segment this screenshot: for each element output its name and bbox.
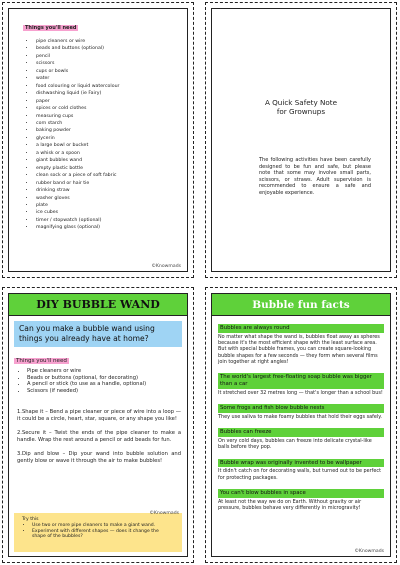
wand-step: 1.Shape it – Bend a pipe cleaner or piece of wire into a loop — it could be a circle, heart, star, square, or any shape you like! bbox=[17, 408, 181, 422]
checklist-item: • baking powder bbox=[35, 127, 187, 134]
checklist-item: • glycerin bbox=[35, 135, 187, 142]
try-this-box bbox=[14, 513, 182, 552]
checklist-item: • timer / stopwatch (optional) bbox=[35, 217, 187, 224]
fun-facts-card bbox=[205, 287, 397, 563]
fact-block bbox=[218, 459, 384, 481]
safety-note-title-line2: for Grownups bbox=[276, 107, 326, 116]
checklist-list bbox=[35, 38, 187, 232]
bubble-wand-card bbox=[2, 287, 194, 563]
wand-need-item: • Pipe cleaners or wire bbox=[27, 368, 187, 375]
checklist-card-frame bbox=[8, 8, 188, 272]
fact-text: No matter what shape the wand is, bubbles float away as spheres because it's the most efficient shape with the least surface area. But with special bubble frames, you can create square-looking bubble shapes for a few seconds — they form when several films join together at right angles! bbox=[218, 333, 380, 365]
checklist-item: • water bbox=[35, 75, 187, 82]
fact-text: At least not the way we do on Earth. Without gravity or air pressure, bubbles behave very differently in microgravity! bbox=[218, 498, 362, 512]
checklist-item: • measuring cups bbox=[35, 113, 187, 120]
safety-note-body: The following activities have been carefully designed to be fun and safe, but please note that some may involve small parts, scissors, or straws. Adult supervision is recommended to ensure a safe and enjoyable experience. bbox=[259, 157, 371, 196]
wand-step: 3.Dip and blow – Dip your wand into bubble solution and gently blow or wave it through the air to make bubbles! bbox=[17, 451, 181, 465]
fact-text: They use saliva to make foamy bubbles that hold their eggs safely. bbox=[218, 413, 382, 420]
try-this-item: • Use two or more pipe cleaners to make a giant wand. bbox=[32, 523, 174, 529]
wand-need-list bbox=[27, 368, 187, 395]
fact-title: Bubbles are always round bbox=[218, 324, 384, 333]
safety-note-title-line1: A Quick Safety Note bbox=[264, 98, 338, 107]
wand-need-title: Things you'll need bbox=[16, 358, 67, 364]
checklist-item: • drinking straw bbox=[35, 187, 187, 194]
fact-title: The world's largest free-floating soap bubble was bigger than a car bbox=[218, 373, 384, 389]
checklist-item: • plate bbox=[35, 202, 187, 209]
wand-steps bbox=[17, 409, 181, 466]
fact-block bbox=[218, 404, 384, 420]
checklist-item: • a whisk or a spoon bbox=[35, 150, 187, 157]
checklist-item: • pencil bbox=[35, 53, 187, 60]
bubble-wand-question: Can you make a bubble wand using things you already have at home? bbox=[14, 321, 182, 347]
checklist-item: • pipe cleaners or wire bbox=[35, 38, 187, 45]
fact-text: It didn't catch on for decorating walls, but turned out to be perfect for protecting packages. bbox=[218, 468, 382, 481]
fun-facts-list bbox=[212, 324, 390, 511]
checklist-card bbox=[2, 2, 194, 278]
wand-need-item: • A pencil or stick (to use as a handle, optional) bbox=[27, 381, 187, 388]
safety-note-title bbox=[212, 98, 390, 116]
brand-label: ©Knowmads bbox=[149, 511, 179, 516]
fact-block bbox=[218, 373, 384, 396]
safety-note-card bbox=[205, 2, 397, 278]
checklist-item: • empty plastic bottle bbox=[35, 165, 187, 172]
checklist-item: • giant bubbles wand bbox=[35, 157, 187, 164]
fact-title: Bubble wrap was originally invented to be wallpaper bbox=[218, 459, 384, 468]
checklist-item: • a large bowl or bucket bbox=[35, 142, 187, 149]
bubble-wand-frame bbox=[8, 293, 188, 557]
fun-facts-frame bbox=[211, 293, 391, 557]
checklist-item: • washer gloves bbox=[35, 195, 187, 202]
checklist-item: • beads and buttons (optional) bbox=[35, 45, 187, 52]
fact-title: Bubbles can freeze bbox=[218, 428, 384, 437]
try-this-item: • Experiment with different shapes — does it change the shape of the bubbles? bbox=[32, 529, 174, 541]
brand-label: ©Knowmads bbox=[354, 549, 384, 554]
checklist-item: • dishwashing liquid (ie Fairy) bbox=[35, 90, 187, 97]
checklist-item: • corn starch bbox=[35, 120, 187, 127]
fact-block bbox=[218, 324, 384, 365]
checklist-item: • scissors bbox=[35, 60, 187, 67]
try-this-title: Try this bbox=[22, 517, 39, 522]
fact-block bbox=[218, 489, 384, 511]
checklist-item: • spices or cold clothes bbox=[35, 105, 187, 112]
checklist-item: • magnifying glass (optional) bbox=[35, 224, 187, 231]
checklist-item: • food colouring or liquid watercolour bbox=[35, 83, 187, 90]
checklist-item: • paper bbox=[35, 98, 187, 105]
fact-text: On very cold days, bubbles can freeze into delicate crystal-like balls before they pop. bbox=[218, 438, 372, 451]
checklist-item: • clean sock or a piece of soft fabric bbox=[35, 172, 187, 179]
fact-title: Some frogs and fish blow bubble nests bbox=[218, 404, 384, 413]
checklist-item: • ice cubes bbox=[35, 209, 187, 216]
fact-text: It stretched over 32 metres long — that's longer than a school bus! bbox=[218, 389, 383, 396]
checklist-title: Things you'll need bbox=[25, 25, 77, 31]
brand-label: ©Knowmads bbox=[151, 264, 181, 269]
fact-block bbox=[218, 428, 384, 450]
wand-need-item: • Scissors (if needed) bbox=[27, 388, 187, 395]
wand-need-item: • Beads or buttons (optional, for decorating) bbox=[27, 375, 187, 382]
safety-note-frame bbox=[211, 8, 391, 272]
fact-title: You can't blow bubbles in space bbox=[218, 489, 384, 498]
checklist-item: • rubber band or hair tie bbox=[35, 180, 187, 187]
checklist-item: • cups or bowls bbox=[35, 68, 187, 75]
wand-step: 2.Secure it – Twist the ends of the pipe cleaner to make a handle. Wrap the rest around a pencil or add beads for fun. bbox=[17, 430, 181, 444]
fun-facts-heading: Bubble fun facts bbox=[212, 294, 390, 316]
bubble-wand-heading: DIY BUBBLE WAND bbox=[9, 294, 187, 316]
try-this-list bbox=[32, 523, 174, 540]
